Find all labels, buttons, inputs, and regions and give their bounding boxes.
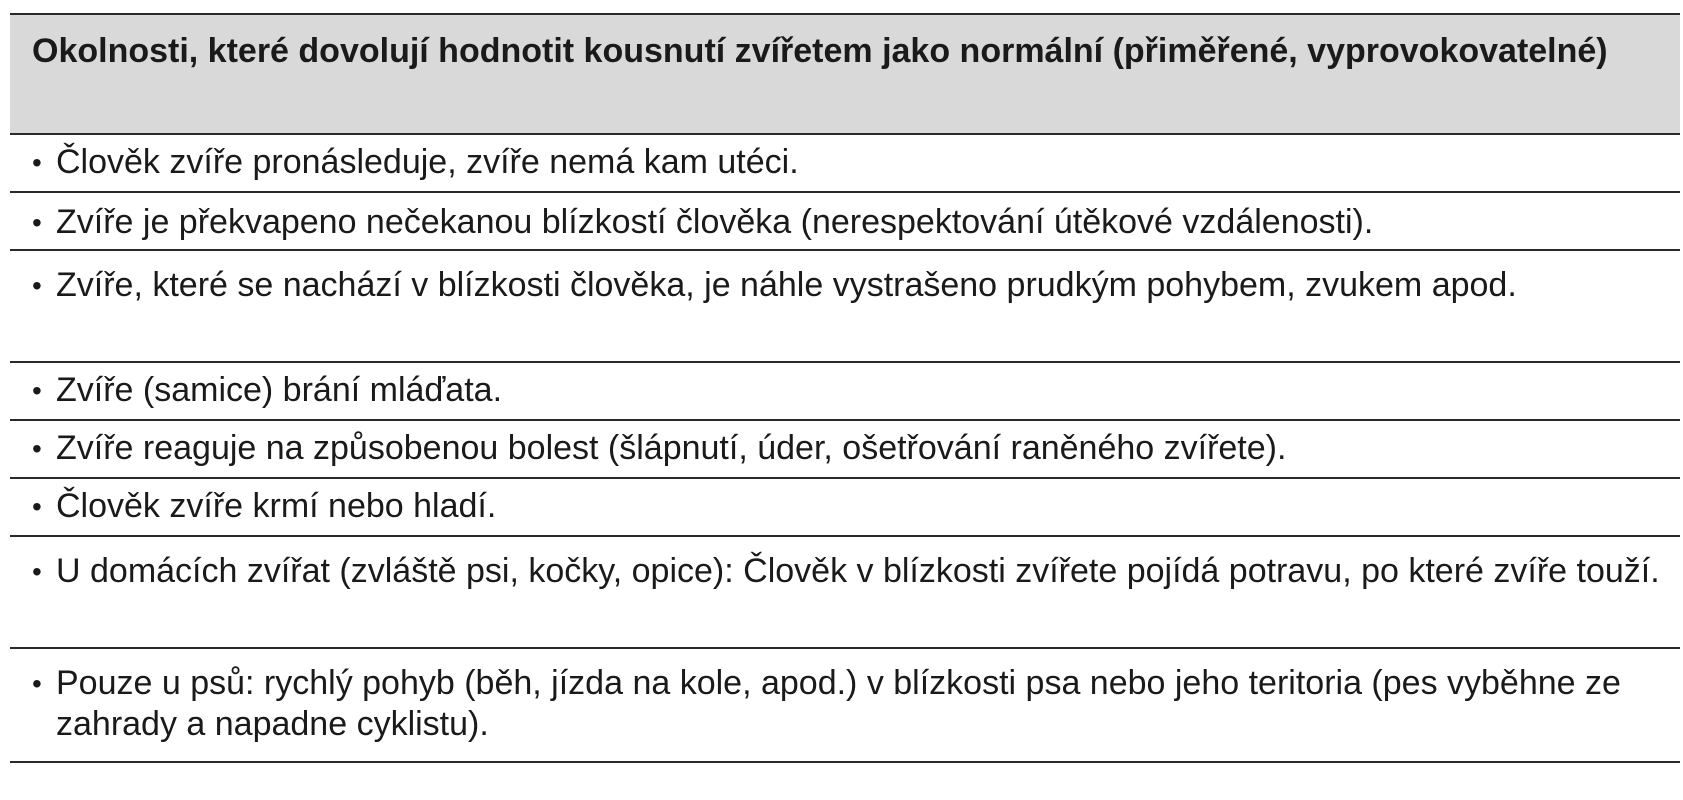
table-row bbox=[10, 251, 1680, 363]
table-row bbox=[10, 649, 1680, 761]
bullet-icon: • bbox=[32, 375, 42, 406]
bullet-icon: • bbox=[32, 668, 42, 699]
bullet-icon: • bbox=[32, 147, 42, 178]
table-row bbox=[10, 537, 1680, 649]
bullet-icon: • bbox=[32, 270, 42, 301]
row-text: Zvíře je překvapeno nečekanou blízkostí člověka (nerespektování útěkové vzdálenosti). bbox=[56, 203, 1374, 241]
row-text: Člověk zvíře pronásleduje, zvíře nemá kam utéci. bbox=[56, 143, 799, 181]
row-text: Zvíře reaguje na způsobenou bolest (šlápnutí, úder, ošetřování raněného zvířete). bbox=[56, 429, 1287, 467]
row-text: Zvíře, které se nachází v blízkosti člověka, je náhle vystrašeno prudkým pohybem, zvukem apod. bbox=[56, 266, 1517, 304]
table-row bbox=[10, 135, 1680, 193]
bullet-icon: • bbox=[32, 433, 42, 464]
table-row bbox=[10, 479, 1680, 537]
bullet-icon: • bbox=[32, 491, 42, 522]
row-text: Pouze u psů: rychlý pohyb (běh, jízda na kole, apod.) v blízkosti psa nebo jeho teritoria (pes vyběhne ze zahrady a napadne cyklistu). bbox=[56, 664, 1621, 743]
criteria-table bbox=[10, 13, 1680, 763]
table-row bbox=[10, 193, 1680, 251]
row-text: Zvíře (samice) brání mláďata. bbox=[56, 371, 503, 409]
row-text: U domácích zvířat (zvláště psi, kočky, opice): Člověk v blízkosti zvířete pojídá potravu, po které zvíře touží. bbox=[56, 552, 1660, 590]
row-text: Člověk zvíře krmí nebo hladí. bbox=[56, 487, 497, 525]
table-row bbox=[10, 363, 1680, 421]
bullet-icon: • bbox=[32, 556, 42, 587]
table-row bbox=[10, 421, 1680, 479]
bullet-icon: • bbox=[32, 207, 42, 238]
table-header: Okolnosti, které dovolují hodnotit kousnutí zvířetem jako normální (přiměřené, vyprovokovatelné) bbox=[10, 15, 1680, 135]
